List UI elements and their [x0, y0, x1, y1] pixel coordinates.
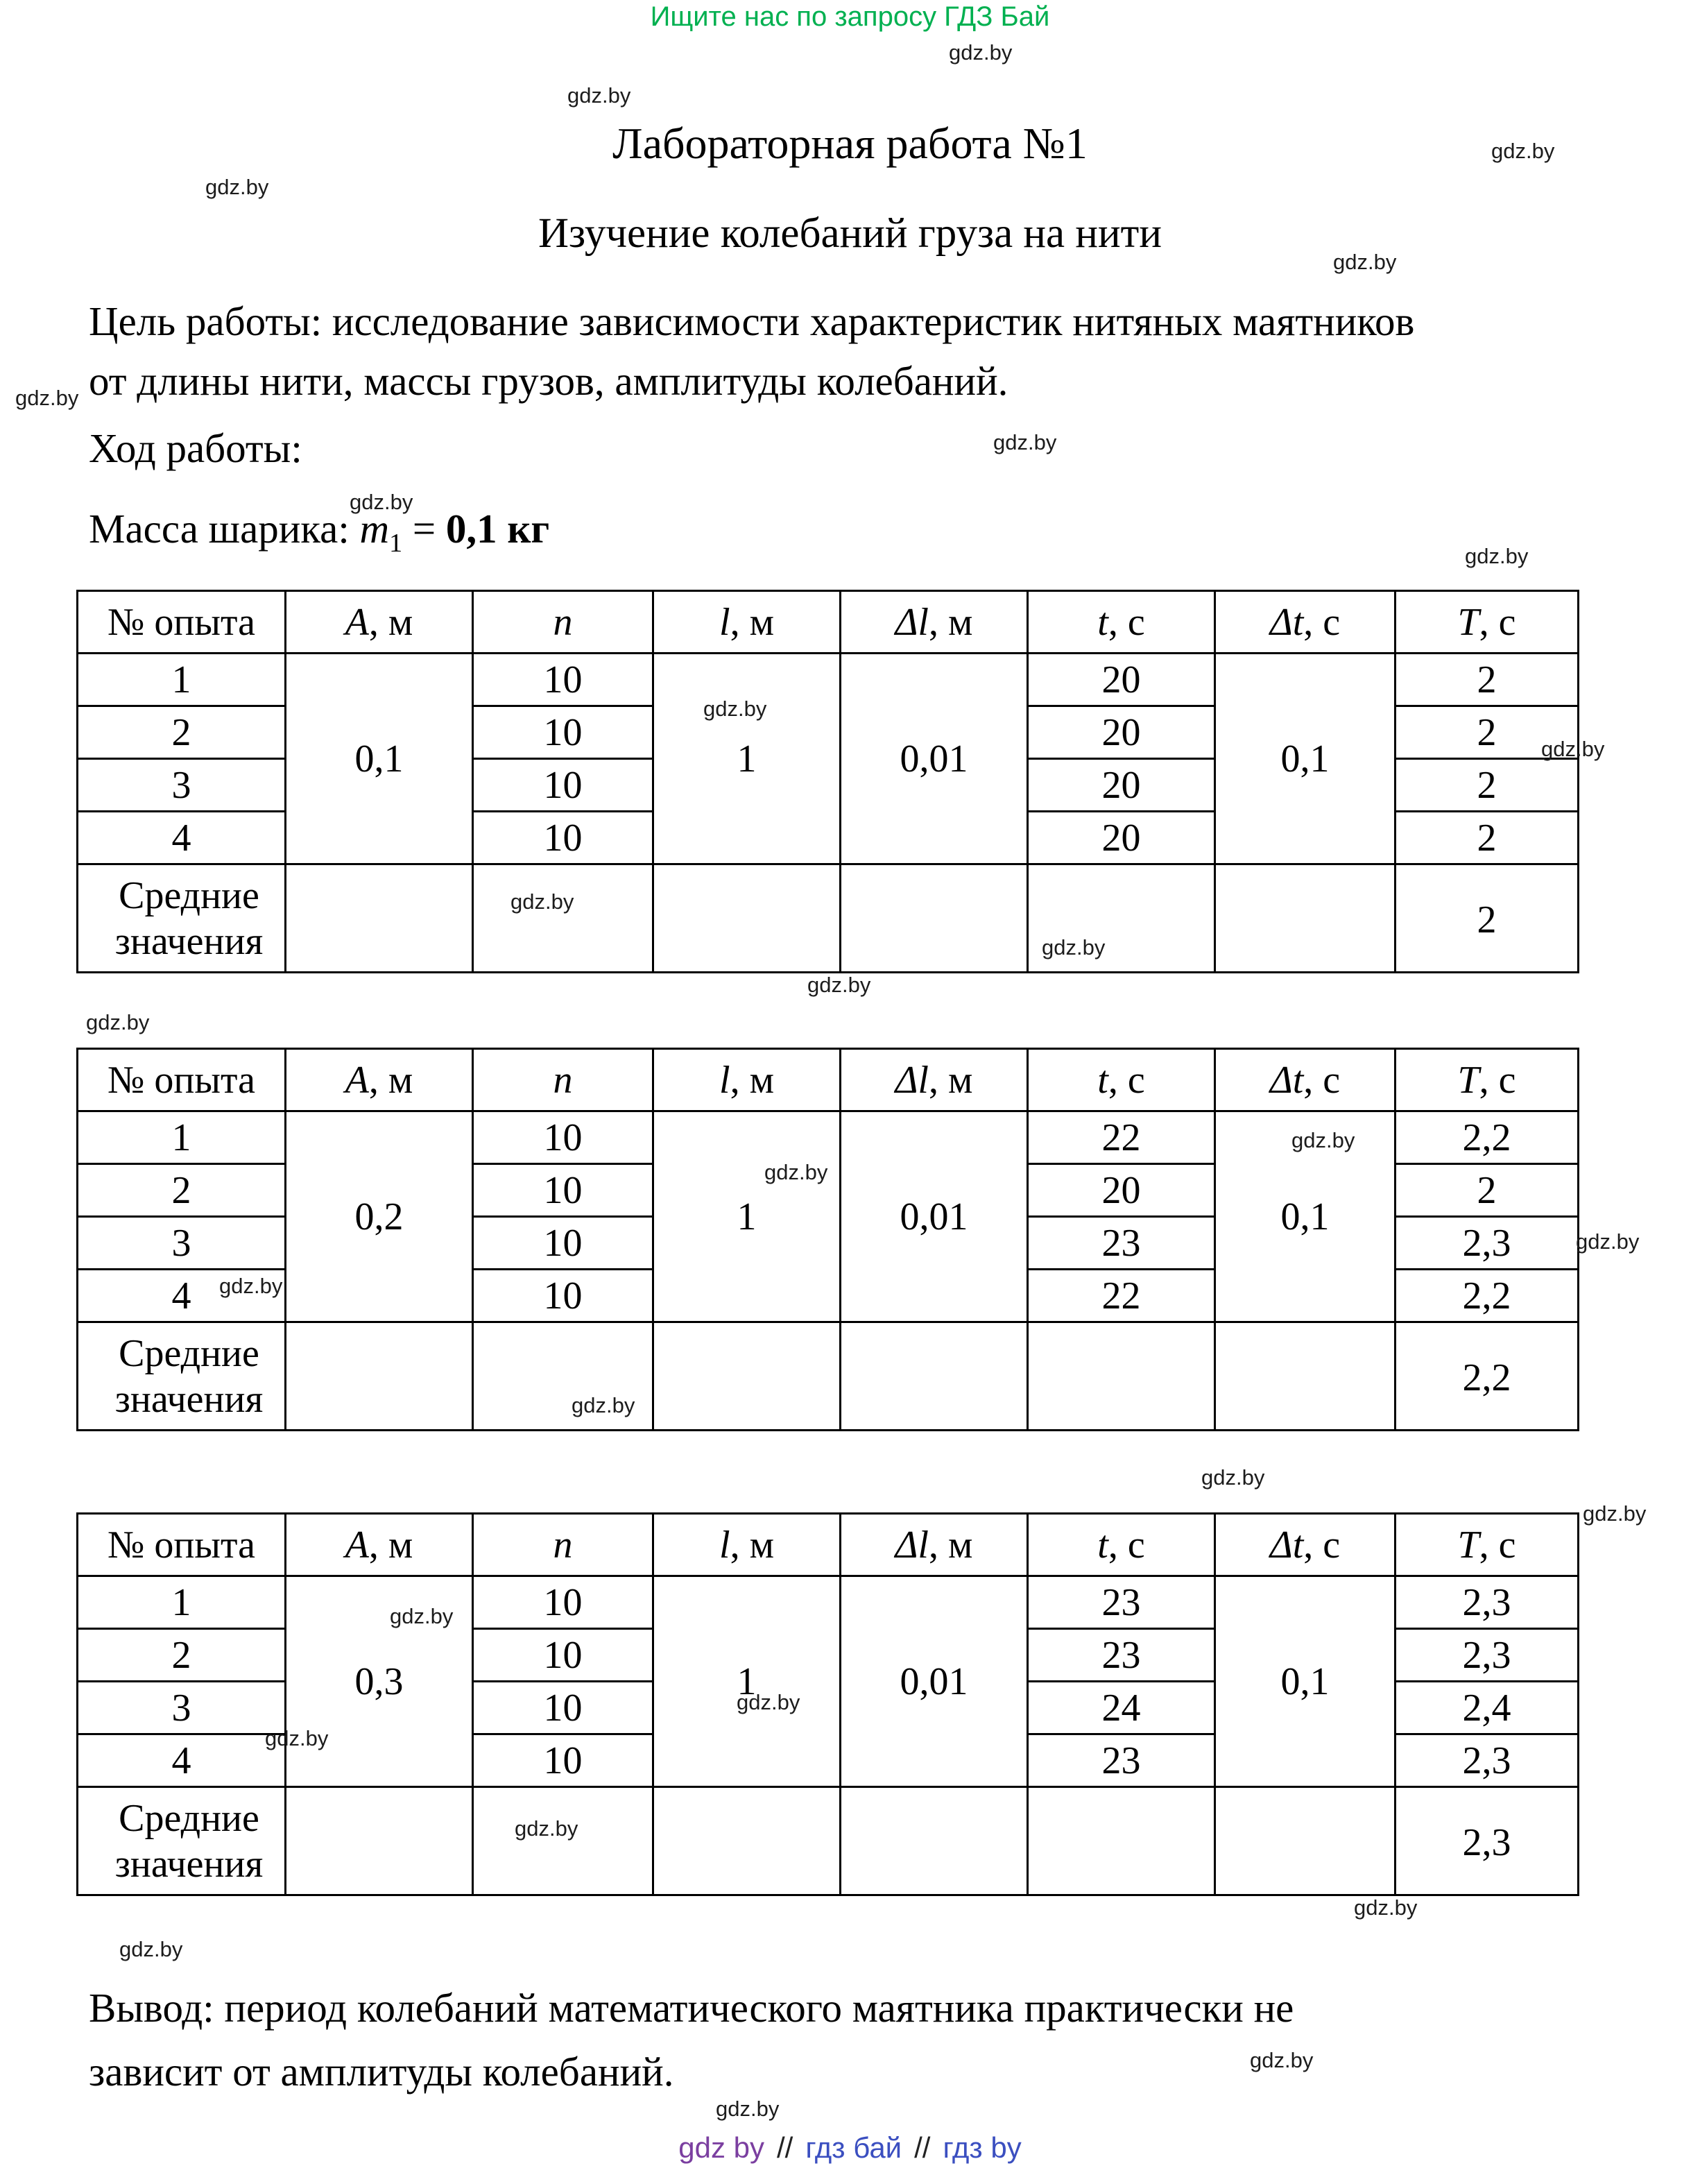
empty-cell — [653, 1787, 841, 1895]
header-var: Δt — [1269, 1058, 1304, 1102]
watermark-gdz: gdz.by — [515, 1816, 578, 1841]
period-value: 2,2 — [1396, 1111, 1579, 1164]
period-value: 2 — [1396, 812, 1579, 864]
col-header-period — [1396, 1049, 1579, 1111]
header-unit: , м — [368, 600, 413, 644]
watermark-gdz: gdz.by — [1354, 1895, 1418, 1920]
col-header-count — [473, 591, 653, 654]
promo-banner: Ищите нас по запросу ГДЗ Бай — [650, 1, 1050, 32]
col-header-length-error — [841, 1514, 1028, 1576]
mass-equals: = — [402, 506, 446, 552]
average-label-line2: значения — [114, 1842, 264, 1886]
footer-link-gdz-by-2[interactable]: гдз by — [943, 2131, 1022, 2164]
header-unit: , с — [1303, 1058, 1341, 1102]
col-header-amplitude — [286, 1049, 473, 1111]
experiment-number: 4 — [78, 1734, 286, 1787]
watermark-gdz: gdz.by — [716, 2097, 780, 2121]
oscillations-count: 10 — [473, 1682, 653, 1734]
col-header-amplitude — [286, 1514, 473, 1576]
header-var: n — [553, 1523, 573, 1567]
experiment-number: 2 — [78, 1164, 286, 1217]
average-period: 2 — [1396, 864, 1579, 973]
col-header-length — [653, 591, 841, 654]
time-value: 20 — [1028, 706, 1215, 759]
header-var: T — [1457, 1523, 1479, 1567]
time-error: 0,1 — [1215, 1576, 1396, 1787]
watermark-gdz: gdz.by — [390, 1604, 454, 1628]
header-unit: , с — [1479, 600, 1516, 644]
header-var: A — [345, 600, 369, 644]
watermark-gdz: gdz.by — [1541, 737, 1605, 761]
col-header-time — [1028, 1514, 1215, 1576]
length-value: 1 — [653, 654, 841, 864]
header-text: № опыта — [107, 1058, 256, 1102]
oscillations-count: 10 — [473, 706, 653, 759]
experiment-number: 4 — [78, 1270, 286, 1322]
header-unit: , с — [1479, 1058, 1516, 1102]
oscillations-count: 10 — [473, 654, 653, 706]
results-table-1 — [76, 590, 1579, 973]
watermark-gdz: gdz.by — [1042, 935, 1106, 959]
average-label-line1: Средние — [119, 873, 259, 917]
header-unit: , м — [730, 600, 774, 644]
length-error: 0,01 — [841, 654, 1028, 864]
time-value: 24 — [1028, 1682, 1215, 1734]
period-value: 2,3 — [1396, 1576, 1579, 1629]
experiment-number: 4 — [78, 812, 286, 864]
period-value: 2 — [1396, 1164, 1579, 1217]
empty-cell — [1215, 1787, 1396, 1895]
average-period: 2,2 — [1396, 1322, 1579, 1431]
time-value: 20 — [1028, 759, 1215, 812]
header-var: T — [1457, 1058, 1479, 1102]
period-value: 2,2 — [1396, 1270, 1579, 1322]
header-var: Δl — [895, 1523, 929, 1567]
header-var: A — [345, 1523, 369, 1567]
col-header-amplitude — [286, 591, 473, 654]
table3-header-row — [78, 1514, 1579, 1576]
footer-links — [0, 2131, 1700, 2165]
experiment-number: 3 — [78, 1217, 286, 1270]
time-value: 20 — [1028, 654, 1215, 706]
empty-cell — [286, 1322, 473, 1431]
watermark-gdz: gdz.by — [1465, 544, 1529, 568]
col-header-time — [1028, 591, 1215, 654]
oscillations-count: 10 — [473, 1734, 653, 1787]
goal-line-2: от длины нити, массы грузов, амплитуды колебаний. — [89, 358, 1008, 404]
oscillations-count: 10 — [473, 759, 653, 812]
header-unit: , с — [1108, 1523, 1145, 1567]
header-var: n — [553, 600, 573, 644]
header-unit: , с — [1108, 600, 1145, 644]
experiment-number: 1 — [78, 1111, 286, 1164]
oscillations-count: 10 — [473, 812, 653, 864]
empty-cell — [841, 1322, 1028, 1431]
time-value: 22 — [1028, 1111, 1215, 1164]
header-var: t — [1097, 1058, 1108, 1102]
empty-cell — [1028, 1787, 1215, 1895]
mass-value: 0,1 кг — [445, 506, 550, 552]
header-unit: , с — [1108, 1058, 1145, 1102]
watermark-gdz: gdz.by — [1201, 1465, 1265, 1490]
col-header-experiment — [78, 591, 286, 654]
length-value: 1 — [653, 1111, 841, 1322]
average-row — [78, 864, 1579, 973]
col-header-period — [1396, 1514, 1579, 1576]
footer-link-gdz-bai[interactable]: гдз бай — [805, 2131, 902, 2164]
watermark-gdz: gdz.by — [807, 973, 871, 997]
table-row — [78, 1576, 1579, 1629]
watermark-gdz: gdz.by — [737, 1690, 800, 1714]
col-header-experiment — [78, 1514, 286, 1576]
watermark-gdz: gdz.by — [949, 40, 1013, 65]
header-var: l — [719, 1058, 730, 1102]
footer-link-gdz-by-1[interactable]: gdz by — [678, 2131, 765, 2164]
watermark-gdz: gdz.by — [15, 386, 79, 410]
amplitude-value: 0,2 — [286, 1111, 473, 1322]
header-unit: , м — [929, 600, 973, 644]
conclusion-paragraph — [89, 1976, 1294, 2104]
mass-variable: m — [359, 506, 390, 552]
conclusion-line-2: зависит от амплитуды колебаний. — [89, 2049, 674, 2095]
time-value: 22 — [1028, 1270, 1215, 1322]
average-label-line2: значения — [114, 1377, 264, 1421]
empty-cell — [1028, 1322, 1215, 1431]
empty-cell — [1215, 1322, 1396, 1431]
period-value: 2 — [1396, 759, 1579, 812]
header-unit: , м — [368, 1058, 413, 1102]
oscillations-count: 10 — [473, 1164, 653, 1217]
time-value: 23 — [1028, 1734, 1215, 1787]
period-value: 2,3 — [1396, 1629, 1579, 1682]
goal-line-1: Цель работы: исследование зависимости характеристик нитяных маятников — [89, 298, 1415, 344]
header-var: A — [345, 1058, 369, 1102]
watermark-gdz: gdz.by — [1250, 2048, 1314, 2072]
length-error: 0,01 — [841, 1576, 1028, 1787]
header-var: l — [719, 600, 730, 644]
empty-cell — [286, 864, 473, 973]
table1-header-row — [78, 591, 1579, 654]
empty-cell — [286, 1787, 473, 1895]
header-text: № опыта — [107, 1523, 256, 1567]
oscillations-count: 10 — [473, 1270, 653, 1322]
time-value: 20 — [1028, 1164, 1215, 1217]
average-label — [78, 1322, 286, 1431]
col-header-count — [473, 1514, 653, 1576]
watermark-gdz: gdz.by — [219, 1274, 283, 1298]
header-unit: , м — [368, 1523, 413, 1567]
average-label-line1: Средние — [119, 1796, 259, 1840]
empty-cell — [1215, 864, 1396, 973]
col-header-time-error — [1215, 1514, 1396, 1576]
header-var: t — [1097, 1523, 1108, 1567]
col-header-count — [473, 1049, 653, 1111]
watermark-gdz: gdz.by — [1491, 139, 1555, 163]
average-period: 2,3 — [1396, 1787, 1579, 1895]
col-header-time — [1028, 1049, 1215, 1111]
period-value: 2,3 — [1396, 1734, 1579, 1787]
footer-separator: // — [914, 2131, 931, 2164]
results-table-3 — [76, 1512, 1579, 1896]
oscillations-count: 10 — [473, 1111, 653, 1164]
page-title: Лабораторная работа №1 — [612, 119, 1088, 168]
average-label-line2: значения — [114, 919, 264, 963]
procedure-heading: Ход работы: — [89, 425, 302, 471]
empty-cell — [841, 864, 1028, 973]
watermark-gdz: gdz.by — [350, 490, 413, 514]
mass-label: Масса шарика: — [89, 506, 360, 552]
empty-cell — [653, 1322, 841, 1431]
header-var: Δl — [895, 600, 929, 644]
watermark-gdz: gdz.by — [993, 430, 1057, 454]
mass-subscript: 1 — [389, 528, 403, 558]
header-var: l — [719, 1523, 730, 1567]
experiment-number: 3 — [78, 1682, 286, 1734]
period-value: 2,4 — [1396, 1682, 1579, 1734]
empty-cell — [473, 864, 653, 973]
period-value: 2,3 — [1396, 1217, 1579, 1270]
col-header-time-error — [1215, 591, 1396, 654]
oscillations-count: 10 — [473, 1217, 653, 1270]
col-header-time-error — [1215, 1049, 1396, 1111]
header-unit: , м — [730, 1058, 774, 1102]
goal-paragraph — [89, 291, 1414, 411]
length-error: 0,01 — [841, 1111, 1028, 1322]
amplitude-value: 0,1 — [286, 654, 473, 864]
page-subtitle: Изучение колебаний груза на нити — [538, 210, 1162, 257]
experiment-number: 3 — [78, 759, 286, 812]
watermark-gdz: gdz.by — [1583, 1501, 1647, 1526]
header-unit: , с — [1303, 1523, 1341, 1567]
experiment-number: 2 — [78, 706, 286, 759]
col-header-length-error — [841, 1049, 1028, 1111]
experiment-number: 2 — [78, 1629, 286, 1682]
col-header-experiment — [78, 1049, 286, 1111]
period-value: 2 — [1396, 654, 1579, 706]
watermark-gdz: gdz.by — [510, 889, 574, 914]
watermark-gdz: gdz.by — [764, 1160, 828, 1184]
average-row — [78, 1322, 1579, 1431]
watermark-gdz: gdz.by — [572, 1393, 635, 1417]
header-var: n — [553, 1058, 573, 1102]
average-label — [78, 864, 286, 973]
watermark-gdz: gdz.by — [265, 1726, 329, 1750]
time-value: 23 — [1028, 1576, 1215, 1629]
time-error: 0,1 — [1215, 654, 1396, 864]
watermark-gdz: gdz.by — [567, 83, 631, 108]
empty-cell — [841, 1787, 1028, 1895]
header-unit: , м — [929, 1058, 973, 1102]
header-var: Δt — [1269, 1523, 1304, 1567]
header-text: № опыта — [107, 600, 256, 644]
header-unit: , с — [1303, 600, 1341, 644]
time-value: 20 — [1028, 812, 1215, 864]
header-unit: , м — [929, 1523, 973, 1567]
amplitude-value: 0,3 — [286, 1576, 473, 1787]
empty-cell — [653, 864, 841, 973]
header-unit: , с — [1479, 1523, 1516, 1567]
watermark-gdz: gdz.by — [86, 1010, 150, 1034]
average-row — [78, 1787, 1579, 1895]
length-value: 1 — [653, 1576, 841, 1787]
conclusion-line-1: Вывод: период колебаний математического маятника практически не — [89, 1985, 1294, 2031]
col-header-length-error — [841, 591, 1028, 654]
results-table-2 — [76, 1048, 1579, 1431]
experiment-number: 1 — [78, 1576, 286, 1629]
watermark-gdz: gdz.by — [119, 1937, 183, 1961]
watermark-gdz: gdz.by — [205, 175, 269, 199]
average-label — [78, 1787, 286, 1895]
experiment-number: 1 — [78, 654, 286, 706]
table-row — [78, 654, 1579, 706]
header-var: t — [1097, 600, 1108, 644]
header-var: T — [1457, 600, 1479, 644]
watermark-gdz: gdz.by — [1291, 1128, 1355, 1152]
col-header-length — [653, 1049, 841, 1111]
col-header-length — [653, 1514, 841, 1576]
average-label-line1: Средние — [119, 1331, 259, 1375]
watermark-gdz: gdz.by — [703, 697, 767, 721]
time-error: 0,1 — [1215, 1111, 1396, 1322]
mass-formula — [89, 505, 549, 558]
time-value: 23 — [1028, 1217, 1215, 1270]
oscillations-count: 10 — [473, 1629, 653, 1682]
time-value: 23 — [1028, 1629, 1215, 1682]
period-value: 2 — [1396, 706, 1579, 759]
header-var: Δt — [1269, 600, 1304, 644]
col-header-period — [1396, 591, 1579, 654]
oscillations-count: 10 — [473, 1576, 653, 1629]
header-unit: , м — [730, 1523, 774, 1567]
header-var: Δl — [895, 1058, 929, 1102]
table2-header-row — [78, 1049, 1579, 1111]
watermark-gdz: gdz.by — [1333, 250, 1397, 274]
watermark-gdz: gdz.by — [1576, 1229, 1640, 1254]
footer-separator: // — [777, 2131, 793, 2164]
